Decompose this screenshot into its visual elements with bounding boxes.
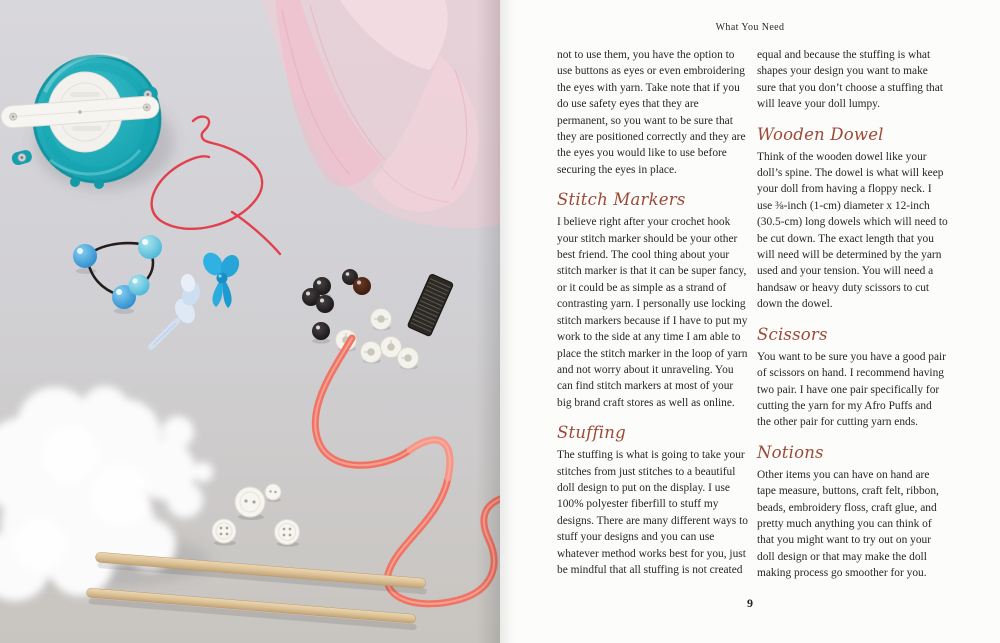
page-number: 9 <box>747 596 753 610</box>
column-2 <box>757 47 948 582</box>
paragraph-stitch-markers: I believe right after your crochet hook your stitch marker should be your other best friend. The cool thing about your stitch marker is that it can be super fancy, or it could be as simple as a strand of contrasting yarn. I personally use locking stitch markers because if I have to put my work to the side at any time I am able to place the stitch marker in the loop of yarn and not worry about it unraveling. You can find stitch markers at most of your big brand craft stores as well as online. <box>557 216 748 409</box>
heading-stuffing: Stuffing <box>557 423 626 443</box>
paragraph-stuffing-continued: equal and because the stuffing is what shapes your design you want to make sure that you don’t choose a stuffing that will leave your doll lumpy. <box>757 49 943 111</box>
paragraph-wooden-dowel: Think of the wooden dowel like your doll’s spine. The dowel is what will keep your doll from having a floppy neck. I use ⅜-inch (1-cm) diameter x 12-inch (30.5-cm) long dowels which will need to be cut down. The exact length that you will need will be determined by the yarn used and your tension. You will need a handsaw or heavy duty scissors to cut down the dowel. <box>757 150 948 311</box>
heading-scissors: Scissors <box>757 324 828 344</box>
heading-notions: Notions <box>757 442 824 462</box>
heading-stitch-markers: Stitch Markers <box>557 190 686 210</box>
paragraph-scissors: You want to be sure you have a good pair of scissors on hand. I recommend having two pair. I have one pair specifically for cutting the yarn for my Afro Puffs and the other pair for cutting yarn ends. <box>757 350 946 429</box>
column-1 <box>557 47 748 582</box>
running-head: What You Need <box>715 22 785 33</box>
paragraph-safety-eyes-cont: not to use them, you have the option to use buttons as eyes or even embroidering the eyes with yarn. Take note that if you do use safety eyes that they are permanent, so you want to be sure that they are positioned correctly and they are the eyes you would like to use before securing the eyes in place. <box>557 49 746 176</box>
paragraph-stuffing: The stuffing is what is going to take your stitches from just stitches to a beautiful doll design to put on the display. I use 100% polyester fiberfill to stuff my designs. There are many different ways to stuff your designs and you can use whatever method works best for you, just be mindful that all stuffing is not created <box>557 449 748 576</box>
text-page <box>500 0 1000 643</box>
text-columns <box>557 47 948 582</box>
paragraph-notions: Other items you can have on hand are tape measure, buttons, craft felt, ribbon, beads, embroidery floss, craft glue, and pretty much anything you can think of that you might want to try out on your doll design or that may make the doll making process go smoother for you. <box>757 468 939 580</box>
heading-wooden-dowel: Wooden Dowel <box>757 124 884 144</box>
